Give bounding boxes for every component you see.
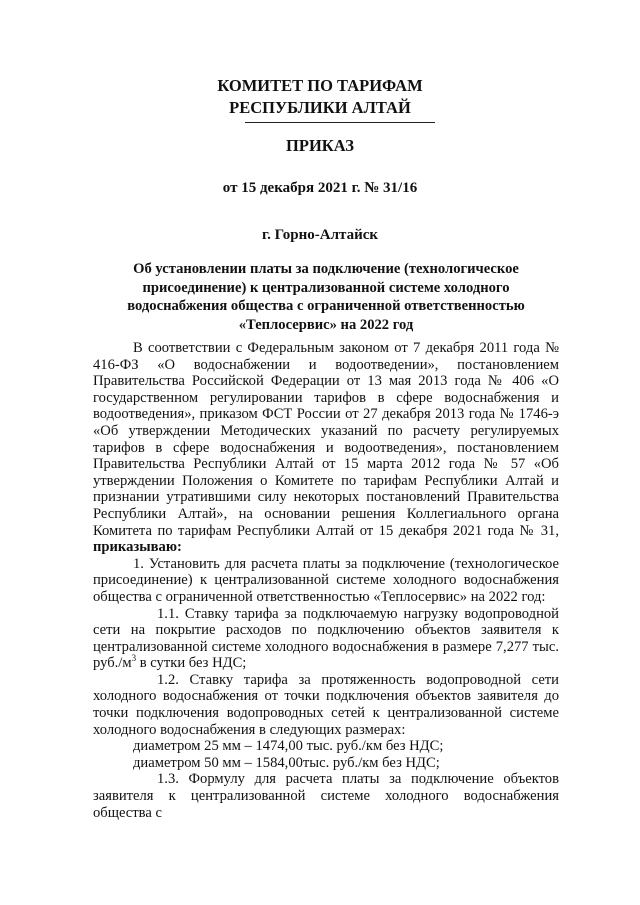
item-1-2: 1.2. Ставку тарифа за протяженность водопроводной сети холодного водоснабжения от точки подключения объектов заявителя до точки подключения водопроводных сетей к централизованной системе холодного водоснабжения в следующих размерах: bbox=[93, 671, 559, 738]
item-1: 1. Установить для расчета платы за подключение (технологическое присоединение) к централизованной системе холодного водоснабжения общества с ограниченной ответственностью «Теплосервис» на 2022 год: bbox=[93, 555, 559, 605]
diameter-50-rate: диаметром 50 мм – 1584,00тыс. руб./км без НДС; bbox=[133, 754, 440, 771]
org-name-line2: РЕСПУБЛИКИ АЛТАЙ bbox=[229, 98, 411, 117]
item-1-1-text: 1.1. Ставку тарифа за подключаемую нагрузку водопроводной сети на покрытие расходов по подключению объектов заявителя к централизованной системе холодного водоснабжения в размере 7,277 тыс. руб./м bbox=[93, 605, 559, 672]
document-type: ПРИКАЗ bbox=[286, 136, 354, 155]
document-title: Об установлении платы за подключение (технологическое присоединение) к централизованной системе холодного водоснабжения общества с ограниченной ответственностью «Теплосервис» на 2022 год bbox=[127, 261, 525, 333]
item-1-1 bbox=[93, 606, 559, 672]
diameter-25-rate: диаметром 25 мм – 1474,00 тыс. руб./км без НДС; bbox=[133, 738, 444, 755]
org-name-line1: КОМИТЕТ ПО ТАРИФАМ bbox=[217, 76, 423, 95]
header-divider bbox=[245, 122, 435, 123]
document-date-number: от 15 декабря 2021 г. № 31/16 bbox=[222, 180, 418, 196]
item-1-3: 1.3. Формулу для расчета платы за подключение объектов заявителя к централизованной системе холодного водоснабжения общества с bbox=[93, 771, 559, 821]
item-1-1-tail: в сутки без НДС; bbox=[136, 655, 247, 672]
item-1-1-unit-superscript: 3 bbox=[131, 653, 137, 664]
preamble-text: В соответствии с Федеральным законом от 7 декабря 2011 года № 416-ФЗ «О водоснабжении и водоотведении», постановлением Правительства Российской Федерации от 13 мая 2013 года № 406 «О государственном регулировании тарифов в сфере водоснабжения и водоотведения», приказом ФСТ России от 27 декабря 2013 года № 1746-э «Об утверждении Методических указаний по расчету регулируемых тарифов в сфере водоснабжения и водоотведения», постановлением Правительства Республики Алтай от 15 марта 2012 года № 57 «Об утверждении Положения о Комитете по тарифам Республики Алтай и признании утратившими силу некоторых постановлений Правительства Республики Алтай», на основании решения Коллегиального органа Комитета по тарифам Республики Алтай от 15 декабря 2021 года № 31, bbox=[93, 340, 559, 539]
order-word: приказываю: bbox=[93, 539, 182, 556]
document-city: г. Горно-Алтайск bbox=[261, 227, 379, 243]
document-body bbox=[93, 340, 559, 821]
preamble-paragraph bbox=[93, 340, 559, 556]
